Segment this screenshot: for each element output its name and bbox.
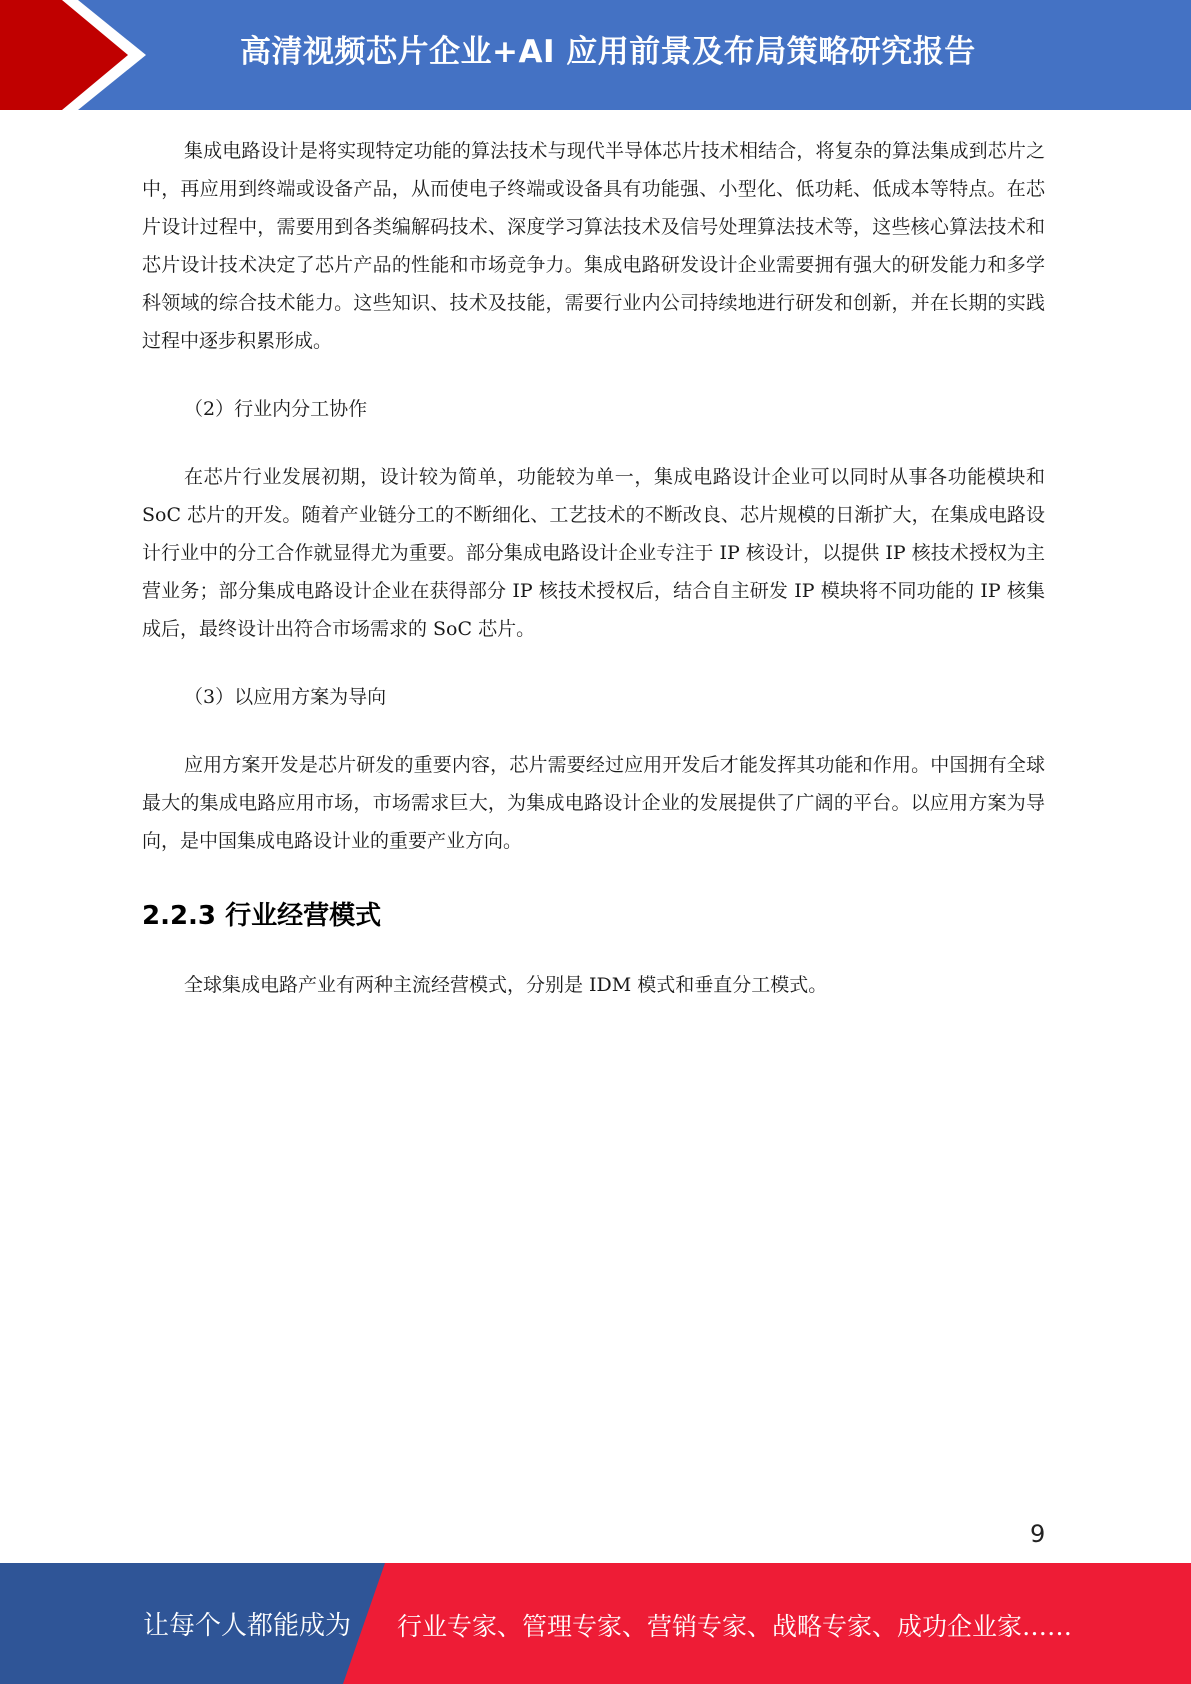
footer-slogan-left: 让每个人都能成为 [143,1611,352,1641]
footer-slogan-right: 行业专家、管理专家、营销专家、战略专家、成功企业家…… [397,1612,1073,1641]
paragraph-business-model: 全球集成电路产业有两种主流经营模式，分别是 IDM 模式和垂直分工模式。 [184,974,828,996]
header-banner [0,0,1191,110]
report-title: 高清视频芯片企业+AI 应用前景及布局策略研究报告 [240,34,976,70]
main-content [142,132,1045,1004]
section-title-business-model: 2.2.3 行业经营模式 [142,901,382,931]
paragraph-application-oriented: 应用方案开发是芯片研发的重要内容，芯片需要经过应用开发后才能发挥其功能和作用。中国拥有全球最大的集成电路应用市场，市场需求巨大，为集成电路设计企业的发展提供了广阔的平台。以应用方案为导向，是中国集成电路设计业的重要产业方向。 [142,754,1045,852]
footer-banner [0,1563,1191,1684]
page-number: 9 [1030,1520,1046,1548]
subheading-division-of-labor: （2）行业内分工协作 [184,398,368,420]
paragraph-division-of-labor: 在芯片行业发展初期，设计较为简单，功能较为单一，集成电路设计企业可以同时从事各功能模块和 SoC 芯片的开发。随着产业链分工的不断细化、工艺技术的不断改良、芯片规模的日渐扩大，在集成电路设计行业中的分工合作就显得尤为重要。部分集成电路设计企业专注于 IP 核设计，以提供 IP 核技术授权为主营业务；部分集成电路设计企业在获得部分 IP 核技术授权后，结合自主研发 IP 模块将不同功能的 IP 核集成后，最终设计出符合市场需求的 SoC 芯片。 [142,466,1045,640]
header-arrow-decoration [0,0,150,110]
subheading-application-oriented: （3）以应用方案为导向 [184,686,387,708]
paragraph-ic-design: 集成电路设计是将实现特定功能的算法技术与现代半导体芯片技术相结合，将复杂的算法集成到芯片之中，再应用到终端或设备产品，从而使电子终端或设备具有功能强、小型化、低功耗、低成本等特点。在芯片设计过程中，需要用到各类编解码技术、深度学习算法技术及信号处理算法技术等，这些核心算法技术和芯片设计技术决定了芯片产品的性能和市场竞争力。集成电路研发设计企业需要拥有强大的研发能力和多学科领域的综合技术能力。这些知识、技术及技能，需要行业内公司持续地进行研发和创新，并在长期的实践过程中逐步积累形成。 [142,140,1045,352]
